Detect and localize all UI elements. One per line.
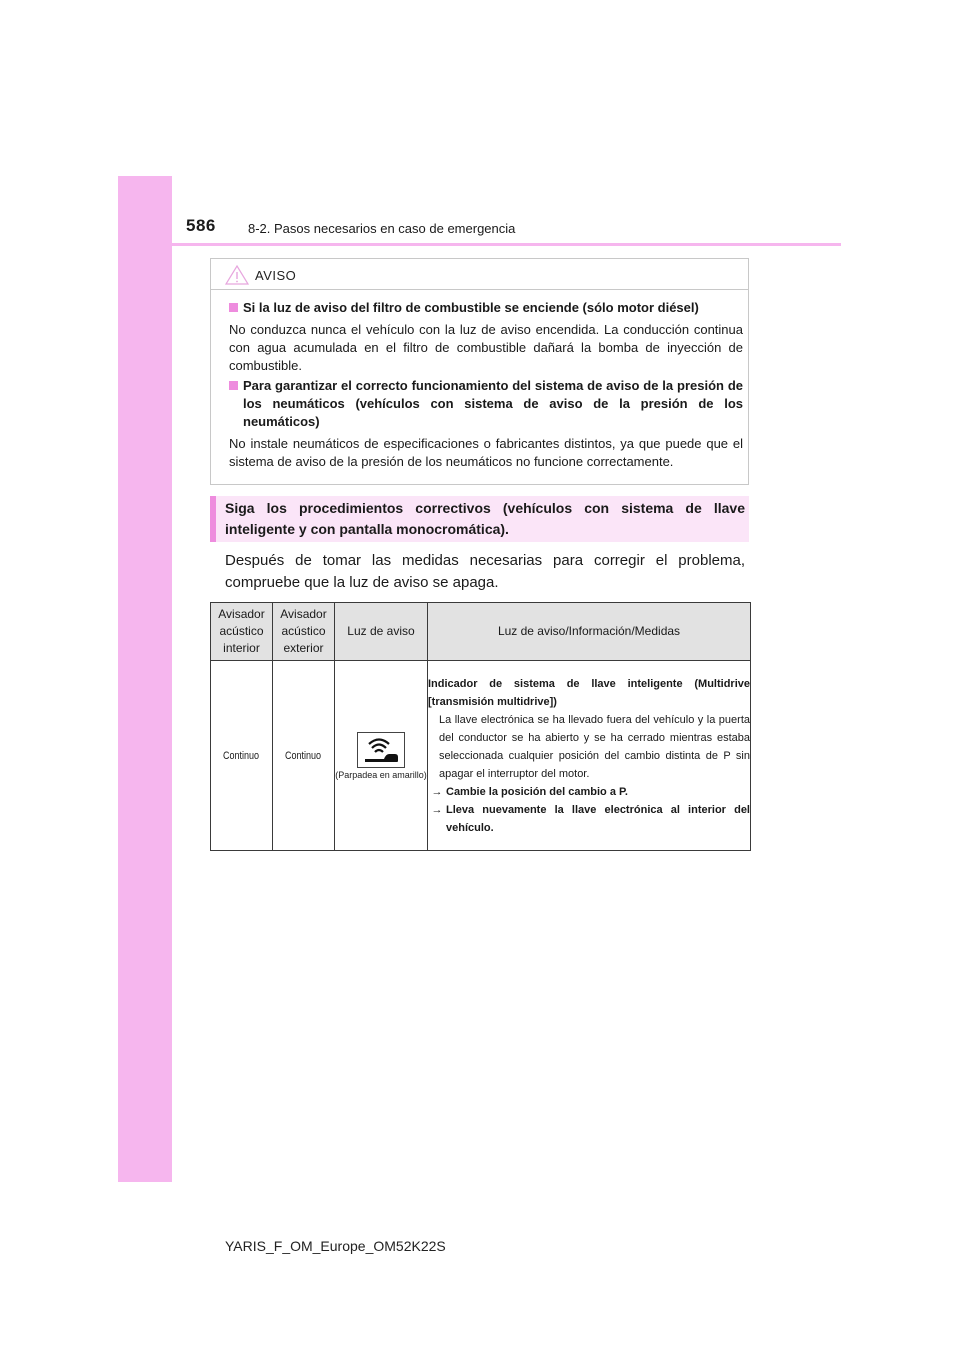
warning-light-table: [210, 602, 751, 851]
side-tab-strip: [118, 176, 172, 1182]
procedure-heading-bar: [210, 496, 749, 542]
warning-item-heading: Si la luz de aviso del filtro de combustible se enciende (sólo motor diésel): [229, 299, 743, 317]
section-title: 8-2. Pasos necesarios en caso de emergencia: [248, 221, 516, 236]
warning-box: [210, 258, 749, 485]
table-header-row: [211, 603, 751, 661]
interior-buzzer-value: Continuo: [223, 749, 260, 762]
warning-light-cell: [335, 661, 428, 851]
warning-item-body: No conduzca nunca el vehículo con la luz de aviso encendida. La conducción continua con agua acumulada en el filtro de combustible dañará la bomba de inyección de combustible.: [229, 322, 743, 373]
exterior-buzzer-cell: [273, 661, 335, 851]
warning-divider: [211, 289, 748, 290]
document-footer: YARIS_F_OM_Europe_OM52K22S: [225, 1238, 446, 1254]
arrow-icon: →: [431, 785, 443, 798]
header-rule: [118, 243, 841, 246]
page-number: 586: [186, 216, 216, 235]
action-step: → Lleva nuevamente la llave electrónica al interior del vehículo.: [428, 801, 750, 837]
col-header-interior-buzzer: Avisador acústico interior: [211, 603, 273, 661]
interior-buzzer-cell: [211, 661, 273, 851]
warning-title: AVISO: [255, 267, 297, 283]
warning-item-heading: Para garantizar el correcto funcionamiento del sistema de aviso de la presión de los neumáticos (vehículos con sistema de aviso de la presión de los neumáticos): [229, 377, 743, 431]
indicator-title: Indicador de sistema de llave inteligente (Multidrive [transmisión multidrive]): [428, 677, 750, 708]
smart-key-warning-icon: [357, 732, 405, 768]
table-row: [211, 661, 751, 851]
details-cell: [428, 661, 751, 851]
col-header-details: Luz de aviso/Información/Medidas: [428, 603, 751, 661]
col-header-warning-light: Luz de aviso: [335, 603, 428, 661]
warning-triangle-icon: [225, 265, 249, 285]
procedure-heading: Siga los procedimientos correctivos (vehículos con sistema de llave inteligente y con pantalla monocromática).: [225, 500, 745, 537]
pink-square-bullet-icon: [229, 303, 238, 312]
lamp-note: (Parpadea en amarillo): [335, 769, 427, 780]
action-step: → Cambie la posición del cambio a P.: [428, 783, 750, 801]
procedure-intro: Después de tomar las medidas necesarias para corregir el problema, compruebe que la luz de aviso se apaga.: [225, 552, 745, 591]
exterior-buzzer-value: Continuo: [285, 749, 322, 762]
indicator-description: La llave electrónica se ha llevado fuera del vehículo y la puerta del conductor se ha abierto y se ha cerrado mientras estaba seleccionada cualquier posición del cambio distinta de P sin apagar el interruptor del motor.: [439, 713, 750, 780]
col-header-exterior-buzzer: Avisador acústico exterior: [273, 603, 335, 661]
arrow-icon: →: [431, 803, 443, 816]
warning-header: [225, 265, 296, 285]
warning-item-body: No instale neumáticos de especificaciones o fabricantes distintos, ya que puede que el sistema de aviso de la presión de los neumáticos no funcione correctamente.: [229, 436, 743, 469]
pink-square-bullet-icon: [229, 381, 238, 390]
